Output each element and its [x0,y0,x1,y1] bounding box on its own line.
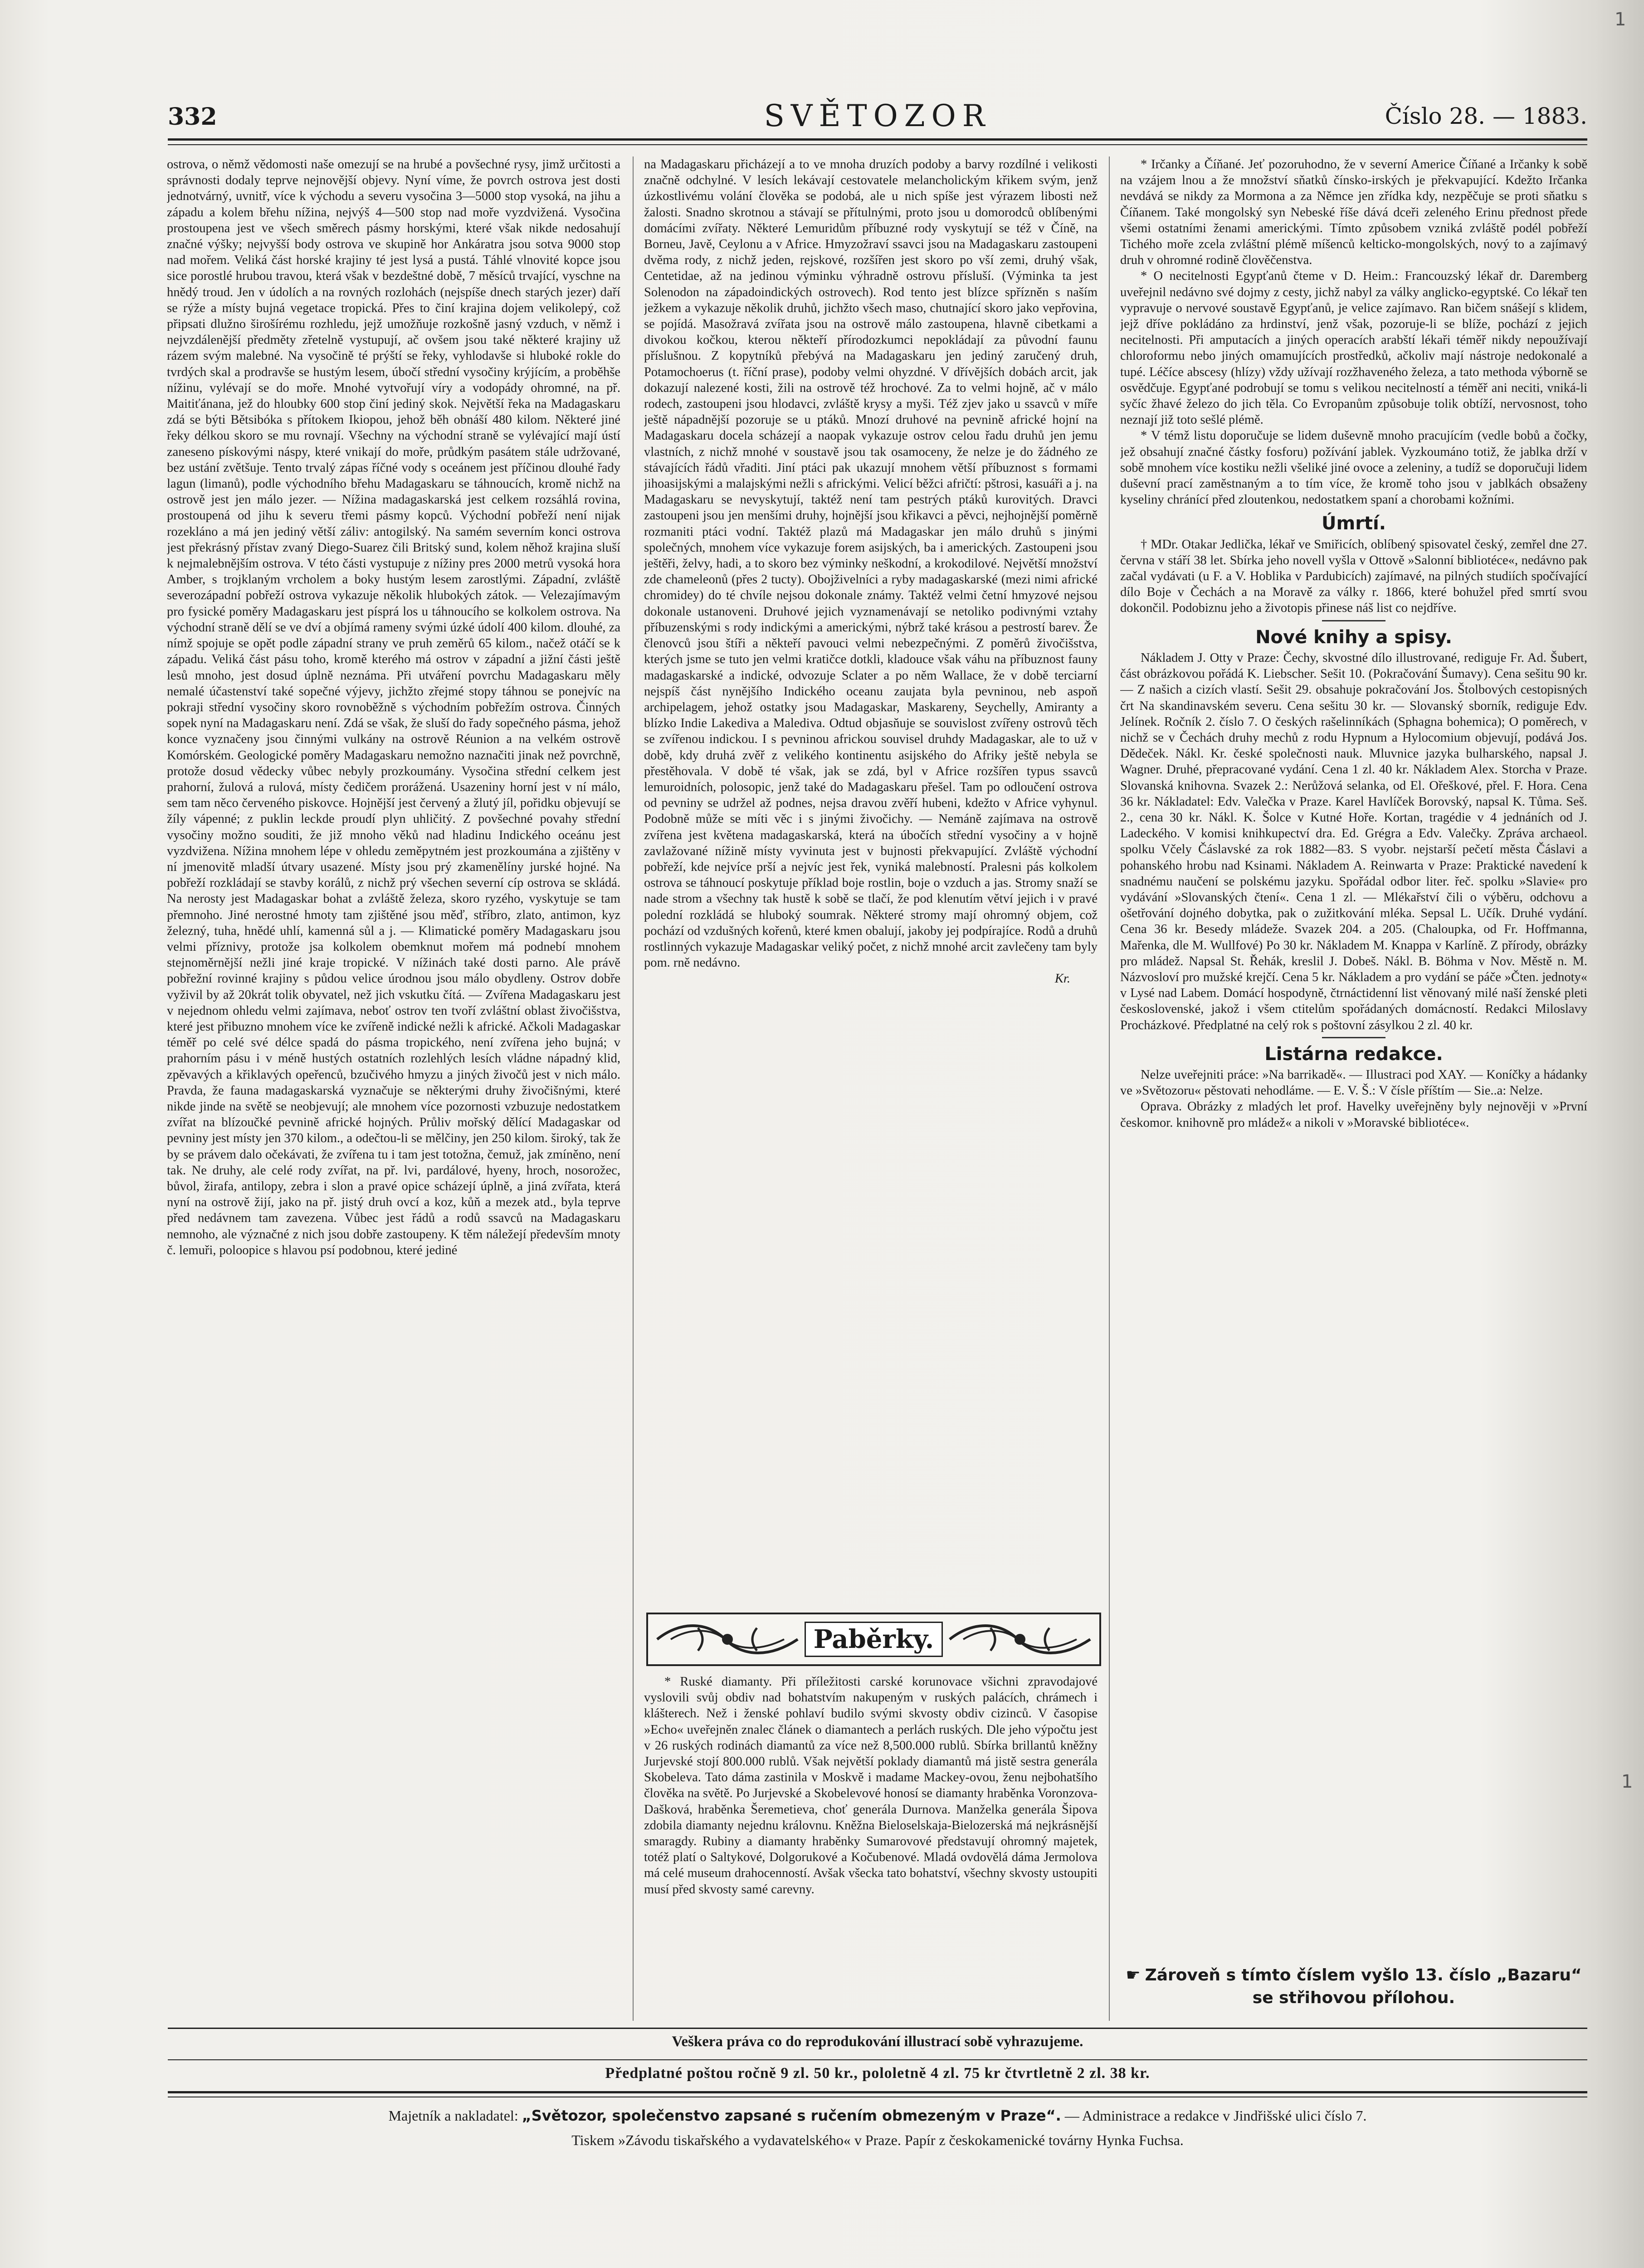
books-text: Nákladem J. Otty v Praze: Čechy, skvostné dílo illustrované, rediguje Fr. Ad. Šubert, část obrázkovou pořádá K. Liebscher. Sešit 10. (Pokračování Šumavy). Cena sešitu 90 kr. — Z našich a cizích vlastí. Sešit 29. obsahuje pokračování Jos. Štolbových cestopisných črt Na skandinavském severu. Cena sešitu 30 kr. — Slovanský sborník, rediguje Edv. Jelínek. Ročník 2. číslo 7. O českých rašelinníkách (Sphagna bohemica); O poměrech, v nichž se v Čechách druhy mechů z rodu Hypnum a Hylocomium objevují, podává Jos. Dědeček. Nákl. Kr. české společnosti nauk. Mluvnice jazyka bulharského, napsal J. Wagner. Druhé, přepracované vydání. Cena 1 zl. 40 kr. Nákladem Alex. Storcha v Praze. Slovanská knihovna. Svazek 2.: Nerůžová selanka, od El. Ořeškové, přel. F. Hora. Cena 36 kr. Nákladatel: Edv. Valečka v Praze. Karel Havlíček Borovský, napsal K. Tůma. Seš. 2., cena 30 kr. Nákl. K. Šolce v Kutné Hoře. Kortan, tragédie v 4 jednáních od J. Ladeckého. V komisi knihkupectví dra. Ed. Grégra a Edv. Valečky. Zpráva archaeol. spolku Včely Čáslavské za rok 1882—83. S vyobr. nejstarší pečetí města Čáslavi a pohanského hrobu nad Ksinami. Nákladem A. Reinwarta v Praze: Praktické navedení k snadnému naučení se polskému jazyku. Spořádal odbor liter. řeč. spolku »Slavie« pro vydávání »Slovanských čtení«. Cena 1 zl. — Mlékařství čili o výběru, odchovu a ošetřování dojného dobytka, pak o zužitkování mléka. Sepsal L. Učík. Druhé vydání. Cena 36 kr. Besedy mládeže. Svazek 204. a 205. (Chaloupka, od Fr. Hoffmanna, Mařenka, dle M. Wullfové) Po 30 kr. Nákladem M. Knappa v Karlíně. Z přírody, obrázky pro mládež. Napsal St. Řehák, kreslil J. Dobeš. Nákl. B. Böhma v Nov. Městě n. M. Názvosloví pro mužské krejčí. Cena 5 kr. Nákladem a pro vydání se páče »Čten. jednoty« v Lysé nad Labem. Domácí hospodyně, čtrnáctidenní list věnovaný milé naší ženské pleti československé, jakož i všem ctitelům spořádaných domácností. Redakci Miloslavy Procházkové. Předplatné na celý rok s poštovní zásylkou 2 zl. 40 kr. [1120,650,1587,1032]
masthead-title: SVĚTOZOR [764,98,991,133]
bazar-notice [1120,1964,1587,2009]
margin-mark-side: 1 [1621,1771,1633,1792]
rights-notice: Veškera práva co do reprodukování illustrací sobě vyhrazujeme. [672,2033,1083,2050]
section-divider [1322,1037,1385,1038]
header-rule [168,138,1587,141]
note-apples: * V témž listu doporučuje se lidem duševně mnoho pracujícím (vedle bobů a čočky, jež obsahují značné částky fosforu) požívání jablek. Vyzkoumáno totiž, že jablka drží v sobě mnohem více kostiku nežli všeliké jiné ovoce a zeleniny, a tudíž se doporučuji lidem duševní prací zaměstnaným a to tím více, že kromě toho jsou v jablkách obsaženy kyseliny chránící před zloutenkou, nedostatkem spaní a chorobami kožními. [1120,429,1587,507]
article-signature: Kr. [1054,972,1070,986]
article-paragraph: na Madagaskaru přicházejí a to ve mnoha druzích podoby a barvy rozdílné i velikosti značně odchylné. V lesích lekávají cestovatele melancholickým křikem svým, jenž úzkostlivému volání člověka se podobá, ale u nich spíše jest výrazem libosti než žalosti. Snadno skrotnou a stávají se přítulnými, proto jsou u domorodců oblíbenými domácími zvířaty. Některé Lemuridům příbuzné rody vyskytují se též v Číně, na Borneu, Javě, Ceylonu a v Africe. Hmyzožraví ssavci jsou na Madagaskaru zastoupeni dvěma rody, z nichž jeden, rejskové, rozšířen jest skoro po vší zemi, druhý však, Centetidae, až na jedinou výminku výhradně ostrovu přísluší. (Výminka ta jest Solenodon na západoindických ostrovech). Rod tento jest blízce spřízněn s naším ježkem a vykazuje několik druhů, jichžto všech maso, chutnající skoro jako vepřovina, se pojídá. Masožravá zvířata jsou na ostrově málo zastoupena, hlavně cibetkami a divokou kočkou, kterou někteří přírodozkumci nepokládají za původní faunu příslušnou. Z kopytníků přebývá na Madagaskaru jen jediný zaručený druh, Potamochoerus (t. říční prase), podoby velmi ohyzdné. V dřívějších dobách arcit, jak dokazují nalezené kosti, žili na ostrově též hrochové. Za to velmi hojně, ač v málo rodech, zastoupeni jsou hlodavci, zvláště krysy a myši. Též zjev jako u ssavců v míře ještě nápadnější pozorujе se u ptáků. Mnozí druhové na pevnině africké hojní na Madagaskaru docela scházejí a naopak vykazuje ostrov celou řadu druhů jen jemu vlastních, z nichž mnohé v soustavě jsou tak osamoceny, že nelze je do žádného ze stávajících řádů vřaditi. Jiní ptáci pak ukazují mnohem větší příbuznost s formami jihoasijskými a malajskými nežli s africkými. Velicí běžci afričtí: pštrosi, kasuáři a j. na Madagaskaru se nevyskytují, taktéž není tam pestrých ptáků kurovitých. Dravci zastoupeni jsou jen menšími druhy, hojnější jsou křikavci a pěvci, nejhojnější poměrně rozmaniti ptáci vodní. Taktéž plazů má Madagaskar jen málo druhů s jinými společných, mnohem více vykazuje forem asijských, ba i amerických. Zastoupeni jsou ještěři, želvy, hadi, a to skoro bez výminky neškodní, a krokodilové. Největší množství zde chameleonů (přes 2 tucty). Obojživelníci a ryby madagaskarské (mezi nimi africké chromidey) do té chvíle nejsou dokonale známy. Taktéž velmi četní hmyzové nejsou dokonale ustanoveni. Druhové jejich vyznamenávají se netoliko podivnými vztahy příbuzenskými s rody indickými a americkými, nýbrž také krásou a pestrostí barev. Že členovců jsou štíři a někteří pavouci velmi nebezpečnými. Z poměrů živočišstva, kterých jsme se tuto jen velmi kratičce dotkli, kladouce však váhu na příbuznost fauny madagaskarské a indické, odvozuje Sclater a po něm Wallace, že v době terciarní nejspíš část nynějšího Indického oceanu zaujata byla pevninou, neb aspoň archipelagem, jehož ostatky jsou Madagaskar, Maskareny, Seychelly, Amiranty a blízko Indie Lakediva a Malediva. Odtud objasňuje se souvislost zvířeny ostrovů těch se zvířenou indickou. I s pevninou africkou souvisel druhdy Madagaskar, ale to už v době, kdy druhá zvěř z velikého kontinentu asijského do Afriky ještě nebyla se přestěhovala. V době té však, jak se zdá, byl v Africe rozšířen typus ssavců lemuroidních, polosopic, jenž také do Madagaskaru přešel. Tam po odloučení ostrova od pevniny se udržel až podnes, nejsa dravou zvěří hubeni, kdežto v Africe vyhynul. Podobně může se míti věc i s jinými živočichy. — Nemáně zajímava na ostrově zvířena jest květena madagaskarská, která na úbočích střední vysočiny a v hojně zavlažované nížině místy vyvinuta jest v bujnosti překvapující. Zvláště východní pobřeží, kde nejvíce prší a nejvíc jest řek, vyniká malebností. Pralesni pás kolkolem ostrova se táhnoucí poskytuje příklad boje rostlin, boje o vzduch a jas. Stromy snaží se nade strom a všechny tak hustě k sobě se tlačí, že pod klenutím větví jejich i v pravé polední rozkládá se hluboký soumrak. Některé stromy mají ohromný objem, což pochází od vzdušných kořenů, které kmen obalují, jakoby jej podpírajíce. Rodů a druhů rostlinných vykazuje Madagaskar veliký počet, z nichž mnohé arcit zavlečeny tam byly pom. rně nedávno. [644,157,1098,970]
column-madagascar-1 [167,156,620,1953]
publisher-line [168,2107,1587,2124]
administration-address: — Administrace a redakce v Jindřišské ulici číslo 7. [1064,2107,1367,2124]
note-irish-chinese: * Irčanky a Číňané. Jeť pozoruhodno, že v severní Americe Číňané a Irčanky k sobě na vzájem lnou a že množství sňatků čínsko-irských je překvapující. Kdežto Irčanka nevdává se nikdy za Mormona a za Němce jen zřídka kdy, nezpěčuje se proti sňatku s Číňanem. Také mongolský syn Nebeské říše dává dceři zeleného Erinu přednost přede všemi ostatními ženami americkými. Tímto způsobem vzniká zvláště podél pobřeží Tichého moře zcela zvláštní plémě míšenců kelticko-mongolských, nový to a zajímavý druh v ohromné rodině člověčenstva. [1120,157,1587,268]
paberky-banner [646,1613,1101,1666]
footer-rule-thin [168,2059,1587,2060]
footer-rule [168,2028,1587,2029]
column-madagascar-2 [644,156,1098,1762]
margin-mark-top: 1 [1615,9,1626,30]
heading-listarna: Listárna redakce. [1264,1043,1443,1065]
pointing-hand-icon: ☛ [1126,1966,1141,1984]
bazar-notice-text: Zároveň s tímto číslem vyšlo 13. číslo „Bazaru“ se střihovou přílohou. [1145,1966,1582,2007]
correction-note: Oprava. Obrázky z mladých let prof. Havelky uveřejněny byly nejnověji v »První českomor. knihovně pro mládež« a nikoli v »Moravské bibliotéce«. [1120,1100,1587,1130]
printer-line: Tiskem »Závodu tiskařského a vydavatelského« v Praze. Papír z českokamenické továrny Hynka Fuchsa. [571,2132,1184,2148]
obituary-text: † MDr. Otakar Jedlička, lékař ve Smiřicích, oblíbený spisovatel český, zemřel dne 27. června v stáří 38 let. Sbírka jeho novell vyšla v Ottově »Salonní bibliotéce«, nedávno pak začal vydávati (u F. a V. Hoblika v Pardubicích) zajímavé, na pilných studiích spočívající dílo Boje v Čechách a na Moravě za války r. 1866, které bohužel před smrtí svou dokončil. Podobiznu jeho a životopis přinese náš list co nejdříve. [1120,537,1587,616]
column-separator [1109,156,1110,2021]
owner-label: Majetník a nakladatel: [388,2107,518,2124]
subscription-prices: Předplatné poštou ročně 9 zl. 50 kr., pololetně 4 zl. 75 kr čtvrtletně 2 zl. 38 kr. [605,2065,1150,2082]
paberky-section [644,1674,1098,1897]
footer-rule-thick [168,2091,1587,2093]
column-right [1120,156,1587,1131]
page-header [168,98,1587,138]
section-divider [1322,620,1385,621]
owner-name: „Světozor, společenstvo zapsané s ručením obmezeným v Praze“. [522,2107,1061,2124]
editorial-notes: Nelze uveřejniti práce: »Na barrikadě«. — Illustraci pod XAY. — Koníčky a hádanky ve »Světozoru« pěstovati nehodláme. — E. V. Š.: V čísle příštím — Sie..a: Nelze. [1120,1067,1587,1098]
note-egyptians: * O necitelnosti Egypťanů čteme v D. Heim.: Francouzský lékař dr. Daremberg uveřejnil nedávno své dojmy z cesty, jichž nabyl za války anglicko-egyptské. Co lékař ten vypravuje o nervové soustavě Egypťanů, je velice zajímavo. Ran bičem snášejí s klidem, jejž dříve pokládáno za hrdinství, jenž však, pozoruje-li se blíže, pochází z jejich necitelnosti. Při amputacích a jiných operacích arabští lékaři téměř nikdy nepoužívají chloroformu nebo jiných omamujících prostředků, ačkoliv mají nástroje nedokonalé a tupé. Léčíce abscesy (hlízy) vždy užívají rozžhaveného železa, a tato methoda výborně se osvědčuje. Egypťané podrobují se tomu s velikou necitelností a téměř ani neciti, vniká-li syčíc žhavé železo do jich těla. Co Evropanům způsobuje tolik obtíží, nervosnost, toho neznají již toto sešlé plémě. [1120,269,1587,427]
paberky-paragraph: * Ruské diamanty. Při příležitosti carské korunovace všichni zpravodajové vyslovili svůj obdiv nad bohatstvím nakupeným v ruských palácích, chrámech i klášterech. Než i ženské pohlaví budilo svými skvosty obdiv cizinců. V časopise »Echo« uveřejněn znalec článek o diamantech a perlách ruských. Dle jeho výpočtu jest v 26 ruských rodinách diamantů za více než 8,500.000 rublů. Sbírka brillantů kněžny Jurjevské stojí 800.000 rublů. Však největší poklady diamantů má jistě sestra generála Skobeleva. Tato dáma zastinila v Moskvě i madame Mackey-ovou, ženu nejbohatšího člověka na světě. Po Jurjevské a Skobelevové honosí se diamanty hraběnka Voronzova-Dašková, hraběnka Šeremetieva, choť generála Durnova. Manželka generála Šipova zdobila diamanty nejednu královnu. Kněžna Bieloselskaja-Bielozerská má nejkrásnější smaragdy. Rubiny a diamanty hraběnky Sumarovové představují ohromný majetek, totéž platí o Saltykové, Dolgorukové a Kočubenové. Mladá ovdovělá dáma Jermolova má celé museum drahocenností. Avšak všecka tato bohatství, všechny skvosty ustoupiti musí před skvosty samé carevny. [644,1675,1098,1897]
section-title-paberky: Paběrky. [805,1622,943,1657]
article-paragraph: ostrova, o němž vědomosti naše omezují se na hrubé a povšechné rysy, jimž určitosti a správnosti dodaly teprve nejnovější objevy. Nyní víme, že povrch ostrova jest dosti jednotvárný, uvnitř, více k východu a severu vysočina 3—5000 stop vysoká, na jihu a západu a kolem břehu nížina, nejvýš 4—500 stop nad moře vyzdvižená. Vysočina prostoupena jest ve všech směrech pásmy horskými, které však nikde nedosahují značné výšky; nejvyšší body ostrova ve skupině hor Ankáratra jsou sotva 9000 stop nad mořem. Veliká část horské krajiny té jest lysá a pustá. Táhlé vlnovité kopce jsou sice porostlé hrubou travou, která však v bezdeštné době, 7 měsíců trvající, vyschne na hnědý troud. Jen v údolích a na rovných rozlohách (nejspíše dnech starých jezer) daří se rýže a místy bujná vegetace tropická. Přes to činí krajina dojem velikolepý, což připsati dlužno širošírému rozhledu, jejž umožňuje rozkošně jasný vzduch, v němž i nejvzdálenější předměty zřetelně vystupují, ač ovšem jsou také některé krajiny už rázem svým malebné. Na vysočině té prýští se řeky, vyhlodavše si hluboké rokle do tvrdých skal a prodravše se hustým lesem, úbočí střední vysočiny krýjícím, a proběhše nížinu, vylévají se do moře. Mnohé vytvořují víry a vodopády ohromné, na př. Maitiťánana, jež do hloubky 600 stop činí jediný skok. Největší řeka na Madagaskaru zdá se býti Bětsibóka s přítokem Ikiopou, jehož běh obnáší 480 kilom. Některé jiné řeky délkou skoro se mu rovnají. Všechny na východní straně se vylévající mají ústí zaneseno pískovými náspy, které vnikají do moře, průdkým pasátem stále udržované, bez ustání zvětšuje. Tento trvalý zápas říčné vody s oceánem jest příčinou dlouhé řady lagun (limanů), podle východního břehu Madagaskaru se táhnoucích, kromě nichž na ostrově jest jen málo jezer. — Nížina madagaskarská jest celkem rozsáhlá rovina, prostoupená od jihu k severu třemi pásmy kopců. Východní pobřeží není nijak rozeklánο a má jen jediný větší záliv: antogilský. Na samém severním konci ostrova jest překrásný přístav zvaný Diego-Suarez čili Britský sund, kolem něhož krajina sluší k nejmalebnějším ostrova. V této části vystupuje z nížiny pres 2000 metrů vysoká hora Amber, s trojklaným vrcholem a boky hustým lesem zarostlými. Západní, zvláště severozápadní pobřeží ostrova vykazuje několik hlubokých zátok. — Velezajímavým pro fysické poměry Madagaskaru jest písprá los u táhnoucího se kolkolem ostrova. Na východní straně dělí se ve dví a objímá rameny svými úzké údolí 400 kilom. dlouhé, za nímž spojuje se opět podle západní strany ve pruh zeměrů 65 kilom., načež otáčí se k západu. Veliká část pásu toho, kromě kterého má ostrov v západní a jižní části ještě lesů mnoho, jest dosud úplně neznáma. Při utváření povrchu Madagaskaru měly nemalé účastenství také sopečné výjevy, jichžto zřejmé stopy táhnou se ponejvíc na pokraji střední vysočiny skoro rovnoběžně s východním pobřežím ostrova. Činných sopek nyní na Madagaskaru není. Zdá se však, že sluší do řady sopečného pásma, jehož konce vyznačeny jsou činnými vulkány na ostrově Réunion a na velkém ostrově Komórském. Geologické poměry Madagaskaru nemožno naznačiti jinak než povrchně, protože dosud vědecky vůbec nebyly prozkoumány. Vysočina střední celkem jest prahorní, žulová a rulová, místy čedičem prorážená. Usazeniny horní jest v ní málo, sem tam něco červeného piskovce. Hojnější jest červený a žlutý jíl, pořidku objevují se žíly vápenné; z puklin leckde proudí plyn uhličitý. Z povšechné povahy střední vysočiny možno souditi, že již mnoho věků nad hladinu Indického oceánu jest vyzdvižena. Nížina mnohem lépe v ohledu zeměpytném jest prozkoumána a zjištěny v ní jmenovitě mladší útvary usazené. Místy jsou prý zkamenělíny jurské hojné. Na pobřeží rozkládají se stavby korálů, z nichž prý všechen severní cíp ostrova se skládá. Na nerosty jest Madagaskar bohat a zvláště železa, skoro ryzého, vyskytuje se tam přemnoho. Jiné nerostné hmoty tam zjištěné jsou měď, stříbro, zlato, antimon, kyz železný, tuha, hnědé uhlí, kamenná sůl a j. — Klimatické poměry Madagaskaru jsou velmi příznivy, protože jsa kolkolem obemknut mořem má podnebí mnohem stejnoměrnější nežli jiné kraje tropické. V nížinách také dosti parno. Ale právě pobřežní rovinné krajiny s půdou velice úrodnou jsou málo obydleny. Ostrov dobře vyživil by až 20krát tolik obyvatel, než jich vskutku čítá. — Zvířena Madagaskaru jest v nejednom ohledu velmi zajímava, neboť ostrov ten tvoří zvláštní oblast živočišstva, které jest přibuzno mnohem více ke zvířeně indické nežli k africké. Ačkoli Madagaskar téměř po celé své délce spadá do pásma tropického, není zvířena jeho bujná; v prahorním pásu i v méně hustých ostatních rozlehlých lesích vládne nápadný klid, zpěvavých a křiklavých opeřenců, bzučivého hmyzu a jiných živočů jest v nich málo. Pravda, že fauna madagaskarská vyznačuje se některými druhy živočišnými, které nikde jinde na světě se neobjevují; ale mnohem více pozornosti vzbuzuje nedostatkem zvířat na blízoučké pevnině africké hojných. Průliv mořský dělící Madagaskar od pevniny jest místy jen 370 kilom., a odečtou-li se mělčiny, jen 250 kilom. široký, tak že by se právem dalo očekávati, že zvířena tu i tam jest totožna, čemuž, jak zmíněno, není tak. Ne druhy, ale celé rody zvířat, na př. lvi, pardálové, hyeny, hroch, nosorožec, bůvol, žirafa, antilopy, zebra i slon a pravé opice scházejí úplně, a jiná zvířata, která nyní na ostrově žijí, jako na př. jistý druh ovcí a koz, kůň a mezek atd., byla teprve před nedávnem tam zavezena. Vůbec jest řádů a rodů ssavců na Madagaskaru nemnoho, ale význačné z nich jsou dobře zastoupeny. K těm náležejí především mnoty č. lemuři, poloopice s hlavou psí podobnou, které jediné [167,157,620,1257]
heading-nove-knihy: Nové knihy a spisy. [1255,626,1452,648]
header-rule-thin [168,144,1587,145]
issue-number: Číslo 28. — 1883. [1385,103,1587,129]
heading-umrti: Úmrtí. [1322,513,1386,534]
column-separator [633,156,634,2021]
ornament-left-icon [653,1619,802,1660]
page-number: 332 [168,103,217,131]
ornament-right-icon [945,1619,1095,1660]
